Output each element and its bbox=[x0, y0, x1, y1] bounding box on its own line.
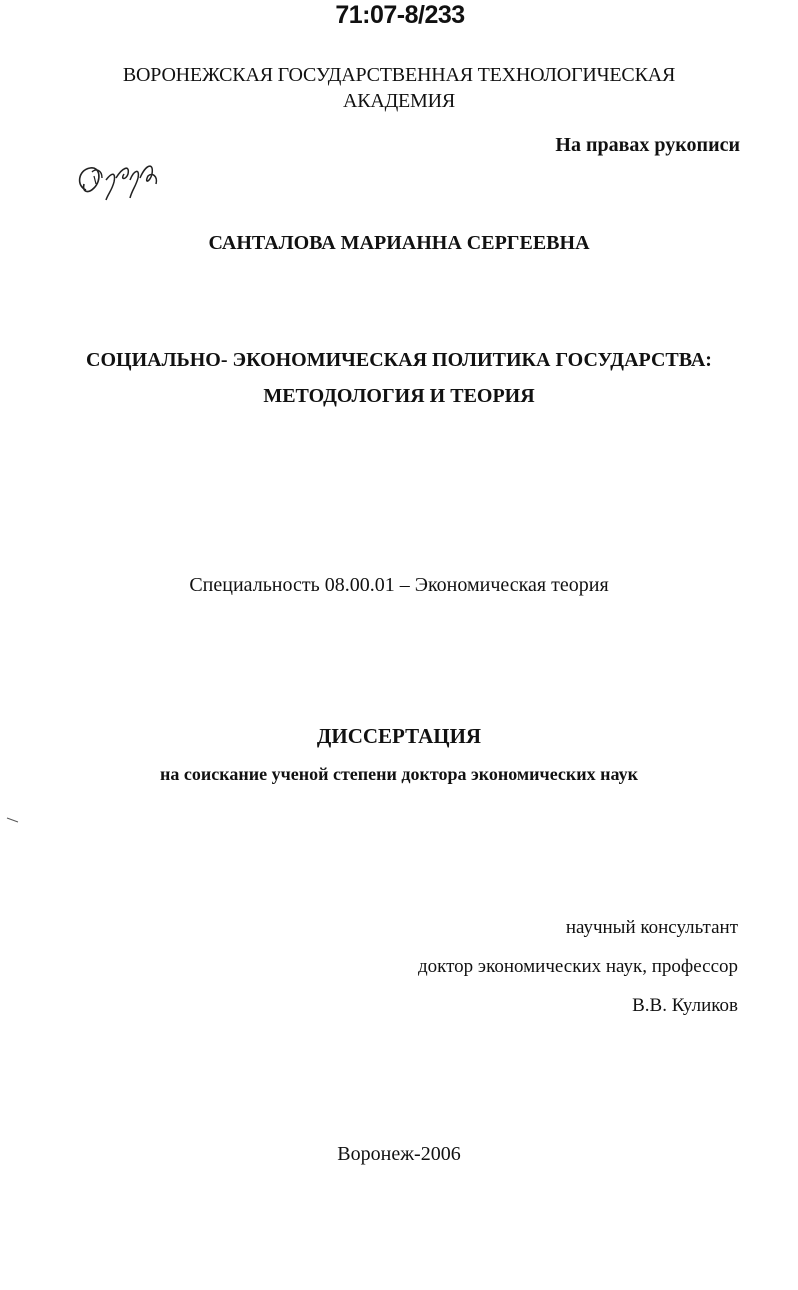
title-line-2: МЕТОДОЛОГИЯ И ТЕОРИЯ bbox=[263, 385, 535, 407]
manuscript-rights-label: На правах рукописи bbox=[555, 134, 740, 156]
institution-line-2: АКАДЕМИЯ bbox=[342, 90, 456, 112]
institution-name bbox=[0, 62, 798, 114]
catalog-stamp-number: 71:07-8/233 bbox=[335, 1, 465, 29]
city-year: Воронеж-2006 bbox=[337, 1143, 461, 1165]
degree-description: на соискание ученой степени доктора экономических наук bbox=[160, 764, 638, 784]
margin-scan-mark bbox=[6, 816, 20, 824]
dissertation-title bbox=[0, 342, 798, 414]
document-type: ДИССЕРТАЦИЯ bbox=[316, 724, 482, 748]
consultant-name: В.В. Куликов bbox=[632, 995, 738, 1016]
handwritten-signature bbox=[72, 150, 172, 206]
consultant-credentials: доктор экономических наук, профессор bbox=[417, 956, 738, 977]
author-name: САНТАЛОВА МАРИАННА СЕРГЕЕВНА bbox=[208, 232, 590, 254]
title-line-1: СОЦИАЛЬНО- ЭКОНОМИЧЕСКАЯ ПОЛИТИКА ГОСУДАРСТВА: bbox=[86, 349, 712, 371]
institution-line-1: ВОРОНЕЖСКАЯ ГОСУДАРСТВЕННАЯ ТЕХНОЛОГИЧЕСКАЯ bbox=[122, 64, 676, 86]
consultant-role: научный консультант bbox=[565, 917, 738, 938]
specialty-line: Специальность 08.00.01 – Экономическая теория bbox=[189, 574, 609, 596]
